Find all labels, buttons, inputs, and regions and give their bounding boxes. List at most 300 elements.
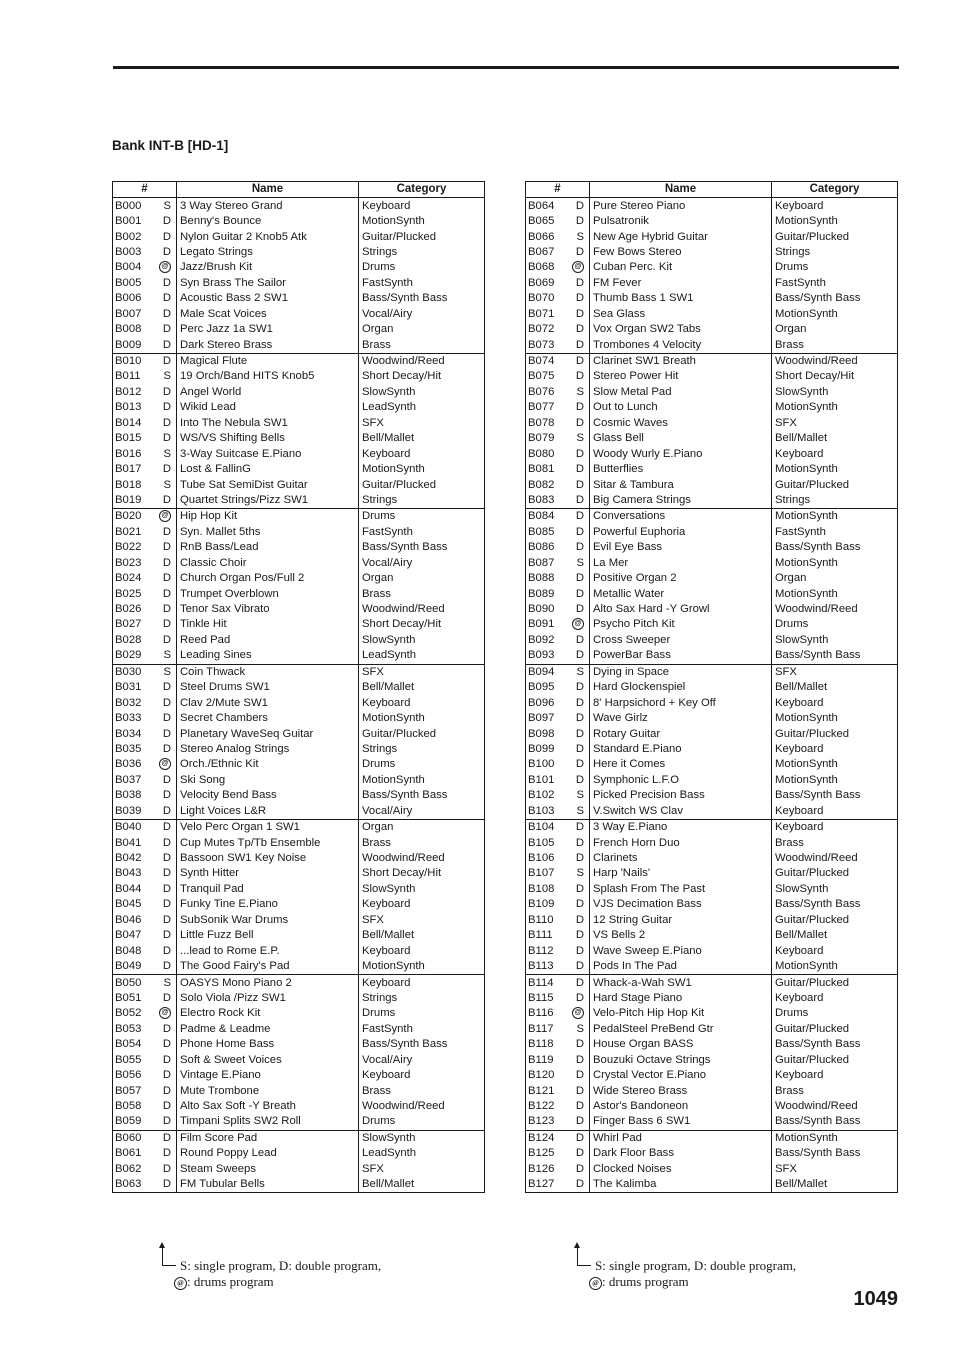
program-number: B006	[113, 291, 157, 306]
table-row	[113, 648, 485, 664]
program-category: Guitar/Plucked	[359, 477, 485, 492]
table-header-row	[113, 182, 485, 198]
program-name: Pure Stereo Piano	[590, 198, 772, 214]
header-name: Name	[177, 182, 359, 198]
program-number: B127	[526, 1177, 570, 1193]
table-row	[526, 431, 898, 446]
program-name: Leading Sines	[177, 648, 359, 664]
program-category: Brass	[359, 1083, 485, 1098]
footnote-line2: : drums program	[602, 1274, 689, 1289]
program-number: B049	[113, 959, 157, 975]
table-row	[113, 1037, 485, 1052]
program-name: Timpani Splits SW2 Roll	[177, 1114, 359, 1130]
table-row	[526, 1130, 898, 1146]
table-row	[526, 1114, 898, 1130]
program-type: D	[570, 975, 590, 991]
table-row	[526, 742, 898, 757]
page-number: 1049	[853, 1288, 898, 1310]
program-name: Metallic Water	[590, 586, 772, 601]
program-type: D	[157, 1130, 177, 1146]
program-number: B047	[113, 928, 157, 943]
table-row	[113, 959, 485, 975]
program-name: Electro Rock Kit	[177, 1006, 359, 1021]
program-number: B116	[526, 1006, 570, 1021]
program-category: Bass/Synth Bass	[359, 291, 485, 306]
program-type: S	[570, 788, 590, 803]
program-name: Soft & Sweet Voices	[177, 1053, 359, 1068]
program-number: B121	[526, 1083, 570, 1098]
program-number: B032	[113, 695, 157, 710]
table-row	[113, 617, 485, 632]
program-name: Tube Sat SemiDist Guitar	[177, 477, 359, 492]
program-type: D	[570, 835, 590, 850]
program-category: Brass	[359, 337, 485, 353]
program-type: D	[570, 400, 590, 415]
program-type: D	[570, 695, 590, 710]
table-row	[113, 245, 485, 260]
program-type: D	[157, 851, 177, 866]
program-category: Woodwind/Reed	[359, 602, 485, 617]
program-number: B059	[113, 1114, 157, 1130]
table-row	[113, 928, 485, 943]
program-category: Drums	[772, 260, 898, 275]
program-category: Organ	[359, 571, 485, 586]
table-row	[526, 322, 898, 337]
program-type: D	[570, 959, 590, 975]
program-type: D	[157, 229, 177, 244]
program-category: Keyboard	[359, 975, 485, 991]
table-row	[526, 804, 898, 820]
program-name: Trombones 4 Velocity	[590, 337, 772, 353]
program-number: B110	[526, 913, 570, 928]
program-name: Splash From The Past	[590, 882, 772, 897]
program-category: Organ	[359, 322, 485, 337]
table-row	[113, 788, 485, 803]
table-row	[113, 726, 485, 741]
table-row	[113, 416, 485, 431]
program-type: D	[570, 586, 590, 601]
program-name: Slow Metal Pad	[590, 385, 772, 400]
program-name: Velo-Pitch Hip Hop Kit	[590, 1006, 772, 1021]
table-row	[526, 198, 898, 214]
program-name: Perc Jazz 1a SW1	[177, 322, 359, 337]
program-name: Wide Stereo Brass	[590, 1083, 772, 1098]
program-number: B114	[526, 975, 570, 991]
program-type: D	[157, 617, 177, 632]
program-name: Bouzuki Octave Strings	[590, 1053, 772, 1068]
table-row	[113, 1083, 485, 1098]
program-type: D	[570, 416, 590, 431]
program-category: Keyboard	[359, 1068, 485, 1083]
table-row	[526, 695, 898, 710]
table-row	[113, 602, 485, 617]
program-category: Keyboard	[359, 695, 485, 710]
program-number: B087	[526, 556, 570, 571]
program-name: Coin Thwack	[177, 664, 359, 680]
program-category: FastSynth	[359, 525, 485, 540]
table-row	[113, 556, 485, 571]
program-type: D	[157, 493, 177, 509]
program-category: Bass/Synth Bass	[772, 648, 898, 664]
program-name: VJS Decimation Bass	[590, 897, 772, 912]
program-category: MotionSynth	[772, 773, 898, 788]
program-number: B060	[113, 1130, 157, 1146]
program-type: D	[570, 711, 590, 726]
program-category: Keyboard	[772, 819, 898, 835]
program-name: The Good Fairy's Pad	[177, 959, 359, 975]
program-name: Powerful Euphoria	[590, 525, 772, 540]
program-type: S	[157, 446, 177, 461]
drums-program-icon: @	[572, 1007, 584, 1019]
program-type: D	[157, 1099, 177, 1114]
program-category: Guitar/Plucked	[772, 975, 898, 991]
program-name: Clav 2/Mute SW1	[177, 695, 359, 710]
table-row	[526, 1146, 898, 1161]
program-type: D	[157, 819, 177, 835]
table-row	[113, 1099, 485, 1114]
arrow-foot	[577, 1265, 591, 1266]
table-row	[526, 229, 898, 244]
program-category: Drums	[359, 1006, 485, 1021]
program-category: Woodwind/Reed	[359, 353, 485, 369]
program-type: D	[570, 757, 590, 772]
program-type: D	[570, 493, 590, 509]
program-number: B098	[526, 726, 570, 741]
program-name: Steel Drums SW1	[177, 680, 359, 695]
program-type: S	[157, 975, 177, 991]
program-category: Drums	[772, 1006, 898, 1021]
program-name: Conversations	[590, 509, 772, 525]
program-category: Keyboard	[772, 1068, 898, 1083]
program-category: FastSynth	[772, 276, 898, 291]
table-row	[526, 307, 898, 322]
program-type: D	[570, 353, 590, 369]
table-row	[113, 633, 485, 648]
table-row	[113, 711, 485, 726]
program-number: B078	[526, 416, 570, 431]
table-row	[526, 975, 898, 991]
program-type	[570, 617, 590, 632]
program-type: D	[570, 928, 590, 943]
program-name: Syn. Mallet 5ths	[177, 525, 359, 540]
program-name: 3 Way E.Piano	[590, 819, 772, 835]
drums-symbol-icon: @	[589, 1277, 602, 1290]
program-number: B014	[113, 416, 157, 431]
program-category: Drums	[772, 617, 898, 632]
program-category: Keyboard	[359, 897, 485, 912]
table-row	[113, 664, 485, 680]
program-type: D	[570, 291, 590, 306]
program-name: House Organ BASS	[590, 1037, 772, 1052]
program-category: Bass/Synth Bass	[772, 1146, 898, 1161]
program-category: LeadSynth	[359, 400, 485, 415]
program-type: D	[570, 773, 590, 788]
table-row	[526, 851, 898, 866]
program-name: Jazz/Brush Kit	[177, 260, 359, 275]
table-row	[526, 633, 898, 648]
program-type: S	[570, 804, 590, 820]
arrow-foot	[162, 1265, 176, 1266]
program-type: D	[157, 385, 177, 400]
program-type: S	[570, 431, 590, 446]
table-row	[526, 726, 898, 741]
program-name: Clarinet SW1 Breath	[590, 353, 772, 369]
program-category: Brass	[772, 835, 898, 850]
program-type: D	[157, 959, 177, 975]
table-row	[526, 337, 898, 353]
program-name: Classic Choir	[177, 556, 359, 571]
table-row	[526, 556, 898, 571]
program-category: Keyboard	[359, 446, 485, 461]
program-number: B081	[526, 462, 570, 477]
program-category: Organ	[772, 571, 898, 586]
program-category: Guitar/Plucked	[772, 477, 898, 492]
program-type: D	[570, 245, 590, 260]
program-type: D	[570, 633, 590, 648]
program-type: D	[570, 1099, 590, 1114]
program-number: B046	[113, 913, 157, 928]
table-row	[526, 617, 898, 632]
program-category: MotionSynth	[359, 959, 485, 975]
program-name: Alto Sax Hard -Y Growl	[590, 602, 772, 617]
program-type: D	[157, 788, 177, 803]
program-number: B045	[113, 897, 157, 912]
program-number: B055	[113, 1053, 157, 1068]
program-number: B023	[113, 556, 157, 571]
program-type: D	[570, 198, 590, 214]
program-category: MotionSynth	[772, 509, 898, 525]
program-number: B048	[113, 943, 157, 958]
program-name: Standard E.Piano	[590, 742, 772, 757]
program-name: Here it Comes	[590, 757, 772, 772]
program-name: FM Tubular Bells	[177, 1177, 359, 1193]
program-number: B082	[526, 477, 570, 492]
program-category: SFX	[359, 1162, 485, 1177]
program-type: D	[157, 1037, 177, 1052]
table-row	[113, 742, 485, 757]
program-number: B052	[113, 1006, 157, 1021]
program-category: Woodwind/Reed	[772, 851, 898, 866]
table-row	[526, 525, 898, 540]
program-number: B084	[526, 509, 570, 525]
program-category: Short Decay/Hit	[359, 866, 485, 881]
table-row	[113, 446, 485, 461]
program-number: B058	[113, 1099, 157, 1114]
table-row	[526, 866, 898, 881]
program-number: B089	[526, 586, 570, 601]
program-number: B097	[526, 711, 570, 726]
program-name: Crystal Vector E.Piano	[590, 1068, 772, 1083]
program-number: B002	[113, 229, 157, 244]
program-category: Vocal/Airy	[359, 307, 485, 322]
program-type: D	[157, 1022, 177, 1037]
program-category: Bass/Synth Bass	[359, 1037, 485, 1052]
program-type: D	[570, 462, 590, 477]
program-category: Woodwind/Reed	[359, 1099, 485, 1114]
program-category: MotionSynth	[772, 586, 898, 601]
program-name: Tranquil Pad	[177, 882, 359, 897]
program-name: 3 Way Stereo Grand	[177, 198, 359, 214]
program-number: B094	[526, 664, 570, 680]
program-category: LeadSynth	[359, 1146, 485, 1161]
program-name: Cuban Perc. Kit	[590, 260, 772, 275]
program-name: Funky Tine E.Piano	[177, 897, 359, 912]
program-number: B077	[526, 400, 570, 415]
program-number: B043	[113, 866, 157, 881]
program-type: D	[157, 1177, 177, 1193]
program-number: B063	[113, 1177, 157, 1193]
program-number: B096	[526, 695, 570, 710]
program-name: Angel World	[177, 385, 359, 400]
table-row	[113, 586, 485, 601]
program-type: D	[570, 1162, 590, 1177]
program-category: MotionSynth	[359, 773, 485, 788]
program-name: WS/VS Shifting Bells	[177, 431, 359, 446]
program-number: B095	[526, 680, 570, 695]
table-row	[526, 369, 898, 384]
program-category: Short Decay/Hit	[359, 617, 485, 632]
program-number: B088	[526, 571, 570, 586]
program-category: SFX	[359, 913, 485, 928]
program-name: Rotary Guitar	[590, 726, 772, 741]
program-number: B015	[113, 431, 157, 446]
program-number: B005	[113, 276, 157, 291]
program-number: B037	[113, 773, 157, 788]
program-type: D	[157, 1146, 177, 1161]
program-type: D	[570, 337, 590, 353]
program-category: Bass/Synth Bass	[772, 540, 898, 555]
table-row	[113, 695, 485, 710]
table-row	[113, 214, 485, 229]
program-name: PedalSteel PreBend Gtr	[590, 1022, 772, 1037]
program-name: French Horn Duo	[590, 835, 772, 850]
program-type: D	[157, 525, 177, 540]
program-name: SubSonik War Drums	[177, 913, 359, 928]
program-category: Bass/Synth Bass	[772, 897, 898, 912]
program-number: B083	[526, 493, 570, 509]
program-type: D	[157, 1114, 177, 1130]
top-rule	[113, 66, 899, 69]
program-name: Wikid Lead	[177, 400, 359, 415]
program-name: Picked Precision Bass	[590, 788, 772, 803]
program-category: Strings	[359, 245, 485, 260]
table-row	[113, 804, 485, 820]
program-number: B108	[526, 882, 570, 897]
program-type: D	[570, 1068, 590, 1083]
program-number: B009	[113, 337, 157, 353]
program-category: Drums	[359, 757, 485, 772]
program-type: D	[570, 446, 590, 461]
program-number: B040	[113, 819, 157, 835]
program-number: B020	[113, 509, 157, 525]
program-category: Bass/Synth Bass	[772, 291, 898, 306]
program-name: Sea Glass	[590, 307, 772, 322]
program-number: B091	[526, 617, 570, 632]
program-name: Lost & FallinG	[177, 462, 359, 477]
program-category: Drums	[359, 260, 485, 275]
program-type: S	[157, 198, 177, 214]
program-number: B067	[526, 245, 570, 260]
program-name: Phone Home Bass	[177, 1037, 359, 1052]
table-row	[526, 1022, 898, 1037]
program-category: Woodwind/Reed	[772, 353, 898, 369]
program-name: Mute Trombone	[177, 1083, 359, 1098]
table-row	[526, 1037, 898, 1052]
program-number: B103	[526, 804, 570, 820]
table-row	[526, 913, 898, 928]
program-number: B075	[526, 369, 570, 384]
table-row	[526, 1099, 898, 1114]
table-row	[526, 416, 898, 431]
program-name: Evil Eye Bass	[590, 540, 772, 555]
program-name: Reed Pad	[177, 633, 359, 648]
program-name: Orch./Ethnic Kit	[177, 757, 359, 772]
program-name: Synth Hitter	[177, 866, 359, 881]
program-name: FM Fever	[590, 276, 772, 291]
program-category: Strings	[772, 493, 898, 509]
program-category: Brass	[772, 337, 898, 353]
table-row	[113, 322, 485, 337]
program-category: Guitar/Plucked	[772, 913, 898, 928]
program-number: B030	[113, 664, 157, 680]
program-type: D	[570, 648, 590, 664]
table-row	[113, 431, 485, 446]
program-number: B072	[526, 322, 570, 337]
program-type	[157, 509, 177, 525]
program-type: D	[157, 711, 177, 726]
program-category: SlowSynth	[772, 882, 898, 897]
program-category: MotionSynth	[772, 711, 898, 726]
table-row	[113, 1006, 485, 1021]
table-row	[113, 866, 485, 881]
table-row	[526, 1068, 898, 1083]
table-row	[526, 943, 898, 958]
program-name: 12 String Guitar	[590, 913, 772, 928]
table-header-row	[526, 182, 898, 198]
program-name: Alto Sax Soft -Y Breath	[177, 1099, 359, 1114]
program-number: B035	[113, 742, 157, 757]
program-name: Symphonic L.F.O	[590, 773, 772, 788]
program-number: B039	[113, 804, 157, 820]
program-number: B024	[113, 571, 157, 586]
table-row	[113, 897, 485, 912]
program-number: B013	[113, 400, 157, 415]
table-row	[526, 788, 898, 803]
program-type: D	[157, 1053, 177, 1068]
program-number: B123	[526, 1114, 570, 1130]
table-row	[113, 369, 485, 384]
program-category: Bass/Synth Bass	[772, 788, 898, 803]
table-row	[526, 291, 898, 306]
program-table-left	[112, 181, 485, 1193]
program-name: Nylon Guitar 2 Knob5 Atk	[177, 229, 359, 244]
table-row	[526, 773, 898, 788]
table-row	[526, 1177, 898, 1193]
program-type: D	[570, 1114, 590, 1130]
program-category: SFX	[359, 664, 485, 680]
program-category: Guitar/Plucked	[359, 229, 485, 244]
table-row	[526, 1053, 898, 1068]
program-name: Dying in Space	[590, 664, 772, 680]
program-type: D	[157, 897, 177, 912]
program-number: B054	[113, 1037, 157, 1052]
table-row	[113, 337, 485, 353]
program-category: Strings	[772, 245, 898, 260]
program-name: Vintage E.Piano	[177, 1068, 359, 1083]
program-name: Wave Sweep E.Piano	[590, 943, 772, 958]
program-number: B125	[526, 1146, 570, 1161]
table-row	[113, 1022, 485, 1037]
